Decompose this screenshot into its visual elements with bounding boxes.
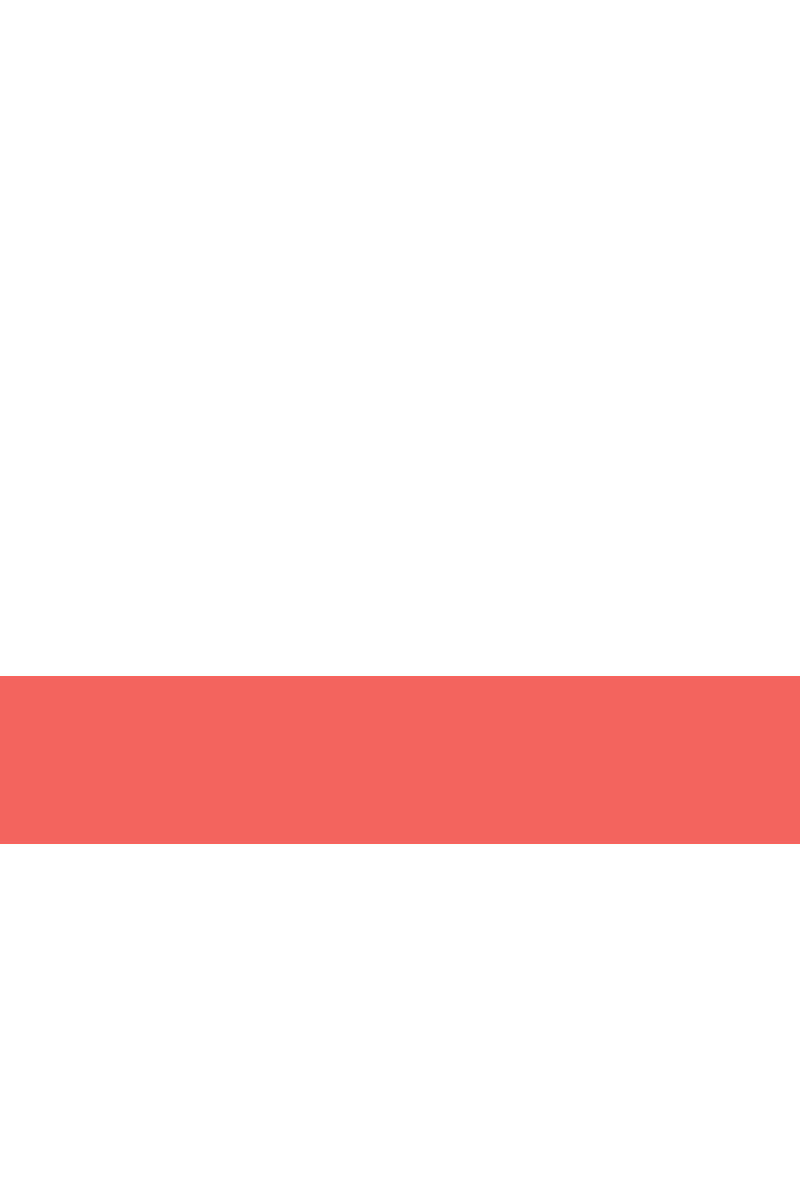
puzzle-grid-top: [0, 0, 800, 10]
title-banner: [0, 676, 800, 844]
puzzle-grid-bottom: [0, 846, 800, 856]
